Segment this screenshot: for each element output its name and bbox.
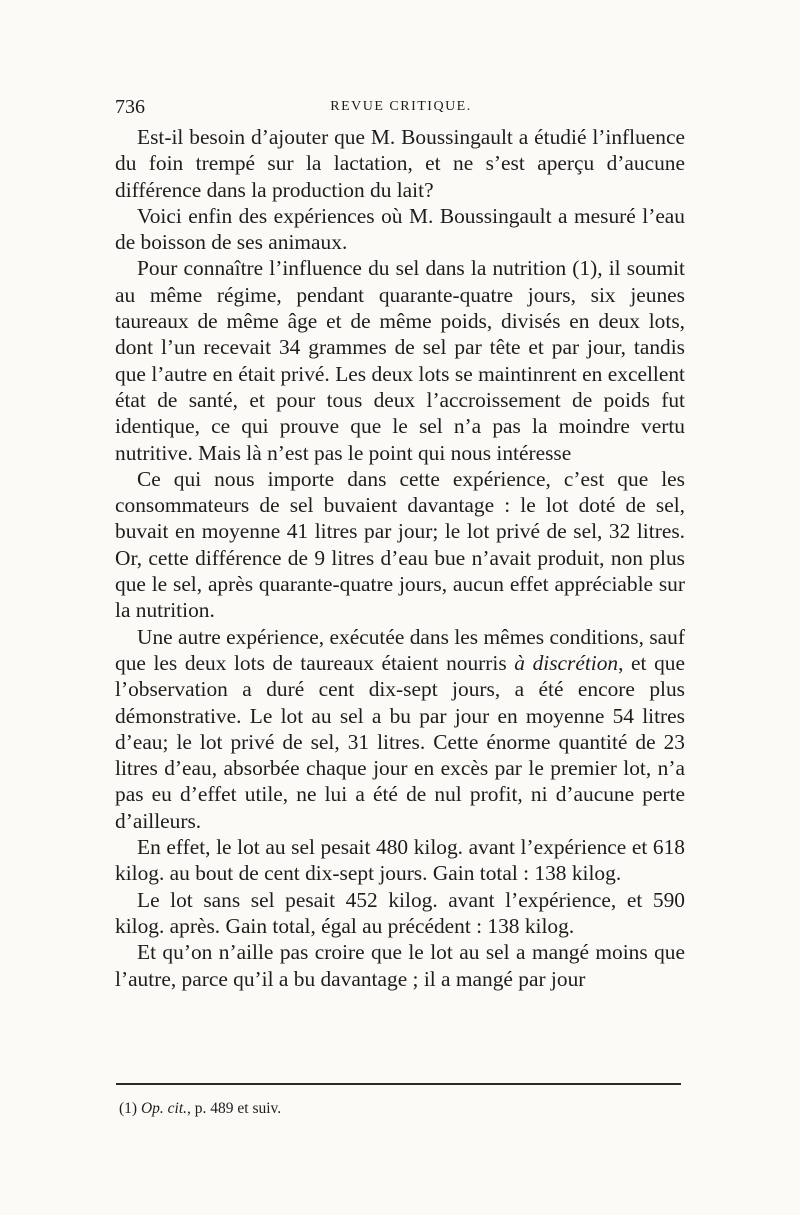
footnote-rest: , p. 489 et suiv. (187, 1100, 282, 1117)
paragraph-5 (115, 624, 685, 834)
paragraph-6: En effet, le lot au sel pesait 480 kilog. avant l’expérience et 618 kilog. au bout de cent dix-sept jours. Gain total : 138 kilog. (115, 835, 685, 886)
body-text (115, 124, 685, 992)
running-head: REVUE CRITIQUE. (330, 99, 472, 114)
page-header (115, 96, 687, 126)
footnote-rule (116, 1083, 681, 1085)
paragraph-2: Voici enfin des expériences où M. Boussingault a mesuré l’eau de boisson de ses animaux. (115, 203, 685, 255)
footnote-marker: (1) (119, 1100, 138, 1117)
paragraph-7: Le lot sans sel pesait 452 kilog. avant l’expérience, et 590 kilog. après. Gain total, égal au précédent : 138 kilog. (115, 887, 685, 938)
paragraph-3: Pour connaître l’influence du sel dans la nutrition (1), il soumit au même régime, pendant quarante-quatre jours, six jeunes taureaux de même âge et de même poids, divisés en deux lots, dont l’un recevait 34 grammes de sel par tête et par jour, tandis que l’autre en était privé. Les deux lots se maintinrent en excellent état de santé, et pour tous deux l’accroissement de poids fut identique, ce qui prouve que le sel n’a pas la moindre vertu nutritive. Mais là n’est pas le point qui nous intéresse (115, 256, 685, 465)
italic-phrase: à discrétion (514, 650, 619, 675)
paragraph-4: Ce qui nous importe dans cette expérience, c’est que les consommateurs de sel buvaient davantage : le lot doté de sel, buvait en moyenne 41 litres par jour; le lot privé de sel, 32 litres. Or, cette différence de 9 litres d’eau bue n’avait produit, non plus que le sel, après quarante-quatre jours, aucun effet appréciable sur la nutrition. (115, 466, 685, 623)
paragraph-8: Et qu’on n’aille pas croire que le lot au sel a mangé moins que l’autre, parce qu’il a bu davantage ; il a mangé par jour (115, 940, 685, 991)
footnote-source: Op. cit. (140, 1100, 188, 1117)
paragraph-5-text: Une autre expérience, exécutée dans les mêmes conditions, sauf que les deux lots de taureaux étaient nourris à discrétion, et que l’observation a duré cent dix-sept jours, a été encore plus démonstrative. Le lot au sel a bu par jour en moyenne 54 litres d’eau; le lot privé de sel, 31 litres. Cette énorme quantité de 23 litres d’eau, absorbée chaque jour en excès par le premier lot, n’a pas eu d’effet utile, ne lui a été de nul profit, ni d’aucune perte d’ailleurs. (115, 624, 685, 833)
page-number: 736 (115, 96, 145, 118)
paragraph-1: Est-il besoin d’ajouter que M. Boussingault a étudié l’influence du foin trempé sur la lactation, et ne s’est aperçu d’aucune différence dans la production du lait? (115, 125, 685, 202)
footnote (119, 1099, 281, 1119)
